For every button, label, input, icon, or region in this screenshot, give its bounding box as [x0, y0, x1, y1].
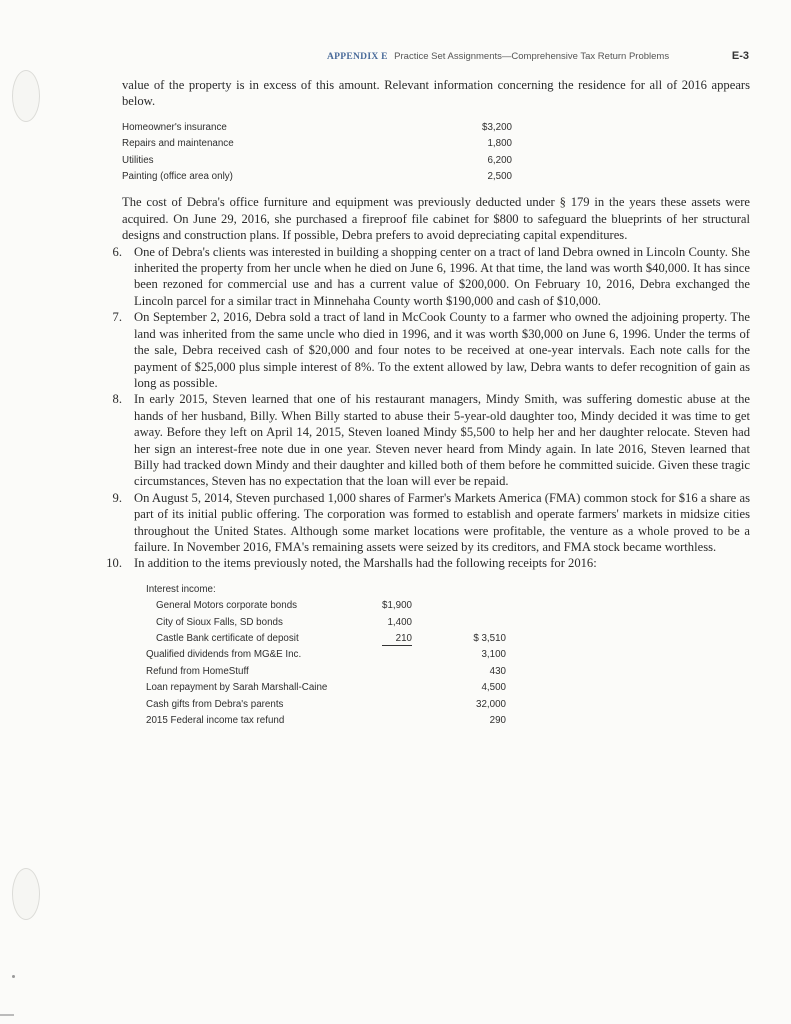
row-label: 2015 Federal income tax refund: [146, 715, 285, 727]
item-number: 9.: [112, 490, 122, 505]
page-number: E-3: [731, 50, 749, 62]
item-number: 10.: [106, 556, 122, 571]
problem-items-list: [106, 244, 750, 730]
row-value: $3,200: [482, 121, 512, 133]
row-label: Cash gifts from Debra's parents: [146, 698, 284, 710]
row-value: 6,200: [487, 154, 512, 166]
running-header: [327, 51, 669, 62]
table-row: [146, 664, 506, 680]
row-label: Repairs and maintenance: [122, 138, 234, 150]
table-row: [146, 647, 506, 663]
row-value: 32,000: [476, 698, 506, 710]
item-number: 7.: [112, 310, 122, 325]
row-value: 290: [489, 715, 506, 727]
row-label: Utilities: [122, 154, 154, 166]
header-subtitle: Practice Set Assignments—Comprehensive Tax Return Problems: [394, 51, 670, 62]
table-row: [122, 169, 512, 185]
interest-total: $ 3,510: [473, 633, 506, 644]
page-body: [106, 77, 750, 729]
binder-hole-bottom: [12, 868, 40, 920]
binder-hole-top: [12, 70, 40, 122]
item-text: On August 5, 2014, Steven purchased 1,000 shares of Farmer's Markets America (FMA) common stock for $16 a share as part of its initial public offering. The corporation was formed to establish and operate farmers' markets in midsize cities throughout the United States. Although some market locations were profitable, the venture as a whole proved to be a failure. In November 2016, FMA's remaining assets were seized by its creditors, and FMA stock became worthless.: [134, 490, 750, 554]
row-label: Homeowner's insurance: [122, 121, 227, 133]
row-label: Castle Bank certificate of deposit: [156, 633, 299, 644]
row-label: Qualified dividends from MG&E Inc.: [146, 649, 302, 661]
table-row: [146, 697, 506, 713]
row-label: General Motors corporate bonds: [156, 600, 298, 612]
item-number: 8.: [112, 392, 122, 407]
table-row: [146, 598, 506, 614]
row-value: 1,400: [387, 616, 412, 628]
item-text: In addition to the items previously noted, the Marshalls had the following receipts for 2016:: [134, 556, 597, 571]
table-row: [122, 120, 512, 136]
row-label: Painting (office area only): [122, 171, 233, 183]
table-row: [146, 615, 506, 631]
table-row: [146, 631, 506, 647]
row-label: Loan repayment by Sarah Marshall-Caine: [146, 682, 328, 694]
list-item: [112, 309, 750, 391]
item-text: One of Debra's clients was interested in building a shopping center on a tract of land Debra owned in Lincoln County. She inherited the property from her uncle when he died on June 6, 1996. At that time, the land was worth $40,000. It has since been rezoned for commercial use and has a current value of $200,000. On February 10, 2016, Debra exchanged the Lincoln parcel for a similar tract in Minnehaha County worth $190,000 and cash of $10,000.: [134, 244, 750, 308]
row-value: $1,900: [382, 600, 412, 612]
receipts-table: [146, 582, 506, 730]
table-row: [122, 136, 512, 152]
row-value: 4,500: [481, 682, 506, 694]
row-value: 2,500: [487, 171, 512, 183]
scan-speck: [12, 975, 15, 978]
row-label: Refund from HomeStuff: [146, 665, 249, 677]
table-row: [122, 153, 512, 169]
row-value: 1,800: [487, 138, 512, 150]
item-text: In early 2015, Steven learned that one of his restaurant managers, Mindy Smith, was suffering domestic abuse at the hands of her husband, Billy. When Billy started to abuse their 5-year-old daughter too, Mindy decided it was time to get away. Before they left on April 14, 2015, Steven loaned Mindy $5,500 to help her and her daughter relocate. Steven had her sign an interest-free note due in one year. Steven never heard from Mindy again. In late 2016, Steven learned that Billy had tracked down Mindy and their daughter and killed both of them before he committed suicide. Given these tragic circumstances, Steven has no expectation that the loan will ever be repaid.: [134, 392, 750, 489]
interest-heading: Interest income:: [146, 583, 216, 595]
table-row: [146, 680, 506, 696]
row-value: 430: [489, 665, 506, 677]
list-item: [106, 555, 750, 729]
row-label: City of Sioux Falls, SD bonds: [156, 616, 283, 628]
office-furniture-paragraph: The cost of Debra's office furniture and equipment was previously deducted under § 179 in the years these assets were acquired. On June 29, 2016, she purchased a fireproof file cabinet for $800 to safeguard the blueprints of her structural designs and construction plans. If possible, Debra prefers to avoid depreciating capital expenditures.: [122, 195, 750, 243]
residence-expense-table: [122, 120, 512, 186]
item-text: On September 2, 2016, Debra sold a tract of land in McCook County to a farmer who owned the adjoining property. The land was inherited from the same uncle who died in 1996, and it was worth $30,000 on June 6, 1996. Under the terms of the sale, Debra received cash of $20,000 and four notes to be received at one-year intervals. Each note calls for the payment of $25,000 plus simple interest of 8%. To the extent allowed by law, Debra wants to defer recognition of gain as long as possible.: [134, 310, 750, 390]
list-item: [112, 244, 750, 310]
table-row: [146, 713, 506, 729]
table-row: [146, 582, 506, 598]
row-value: 3,100: [481, 649, 506, 661]
intro-paragraph: value of the property is in excess of this amount. Relevant information concerning the residence for all of 2016 appears below.: [122, 78, 750, 109]
item-number: 6.: [112, 244, 122, 259]
row-value: 210: [382, 633, 412, 646]
appendix-label: APPENDIX E: [327, 52, 388, 62]
scan-edge-mark: [0, 1014, 14, 1016]
list-item: [112, 490, 750, 556]
list-item: [112, 391, 750, 489]
